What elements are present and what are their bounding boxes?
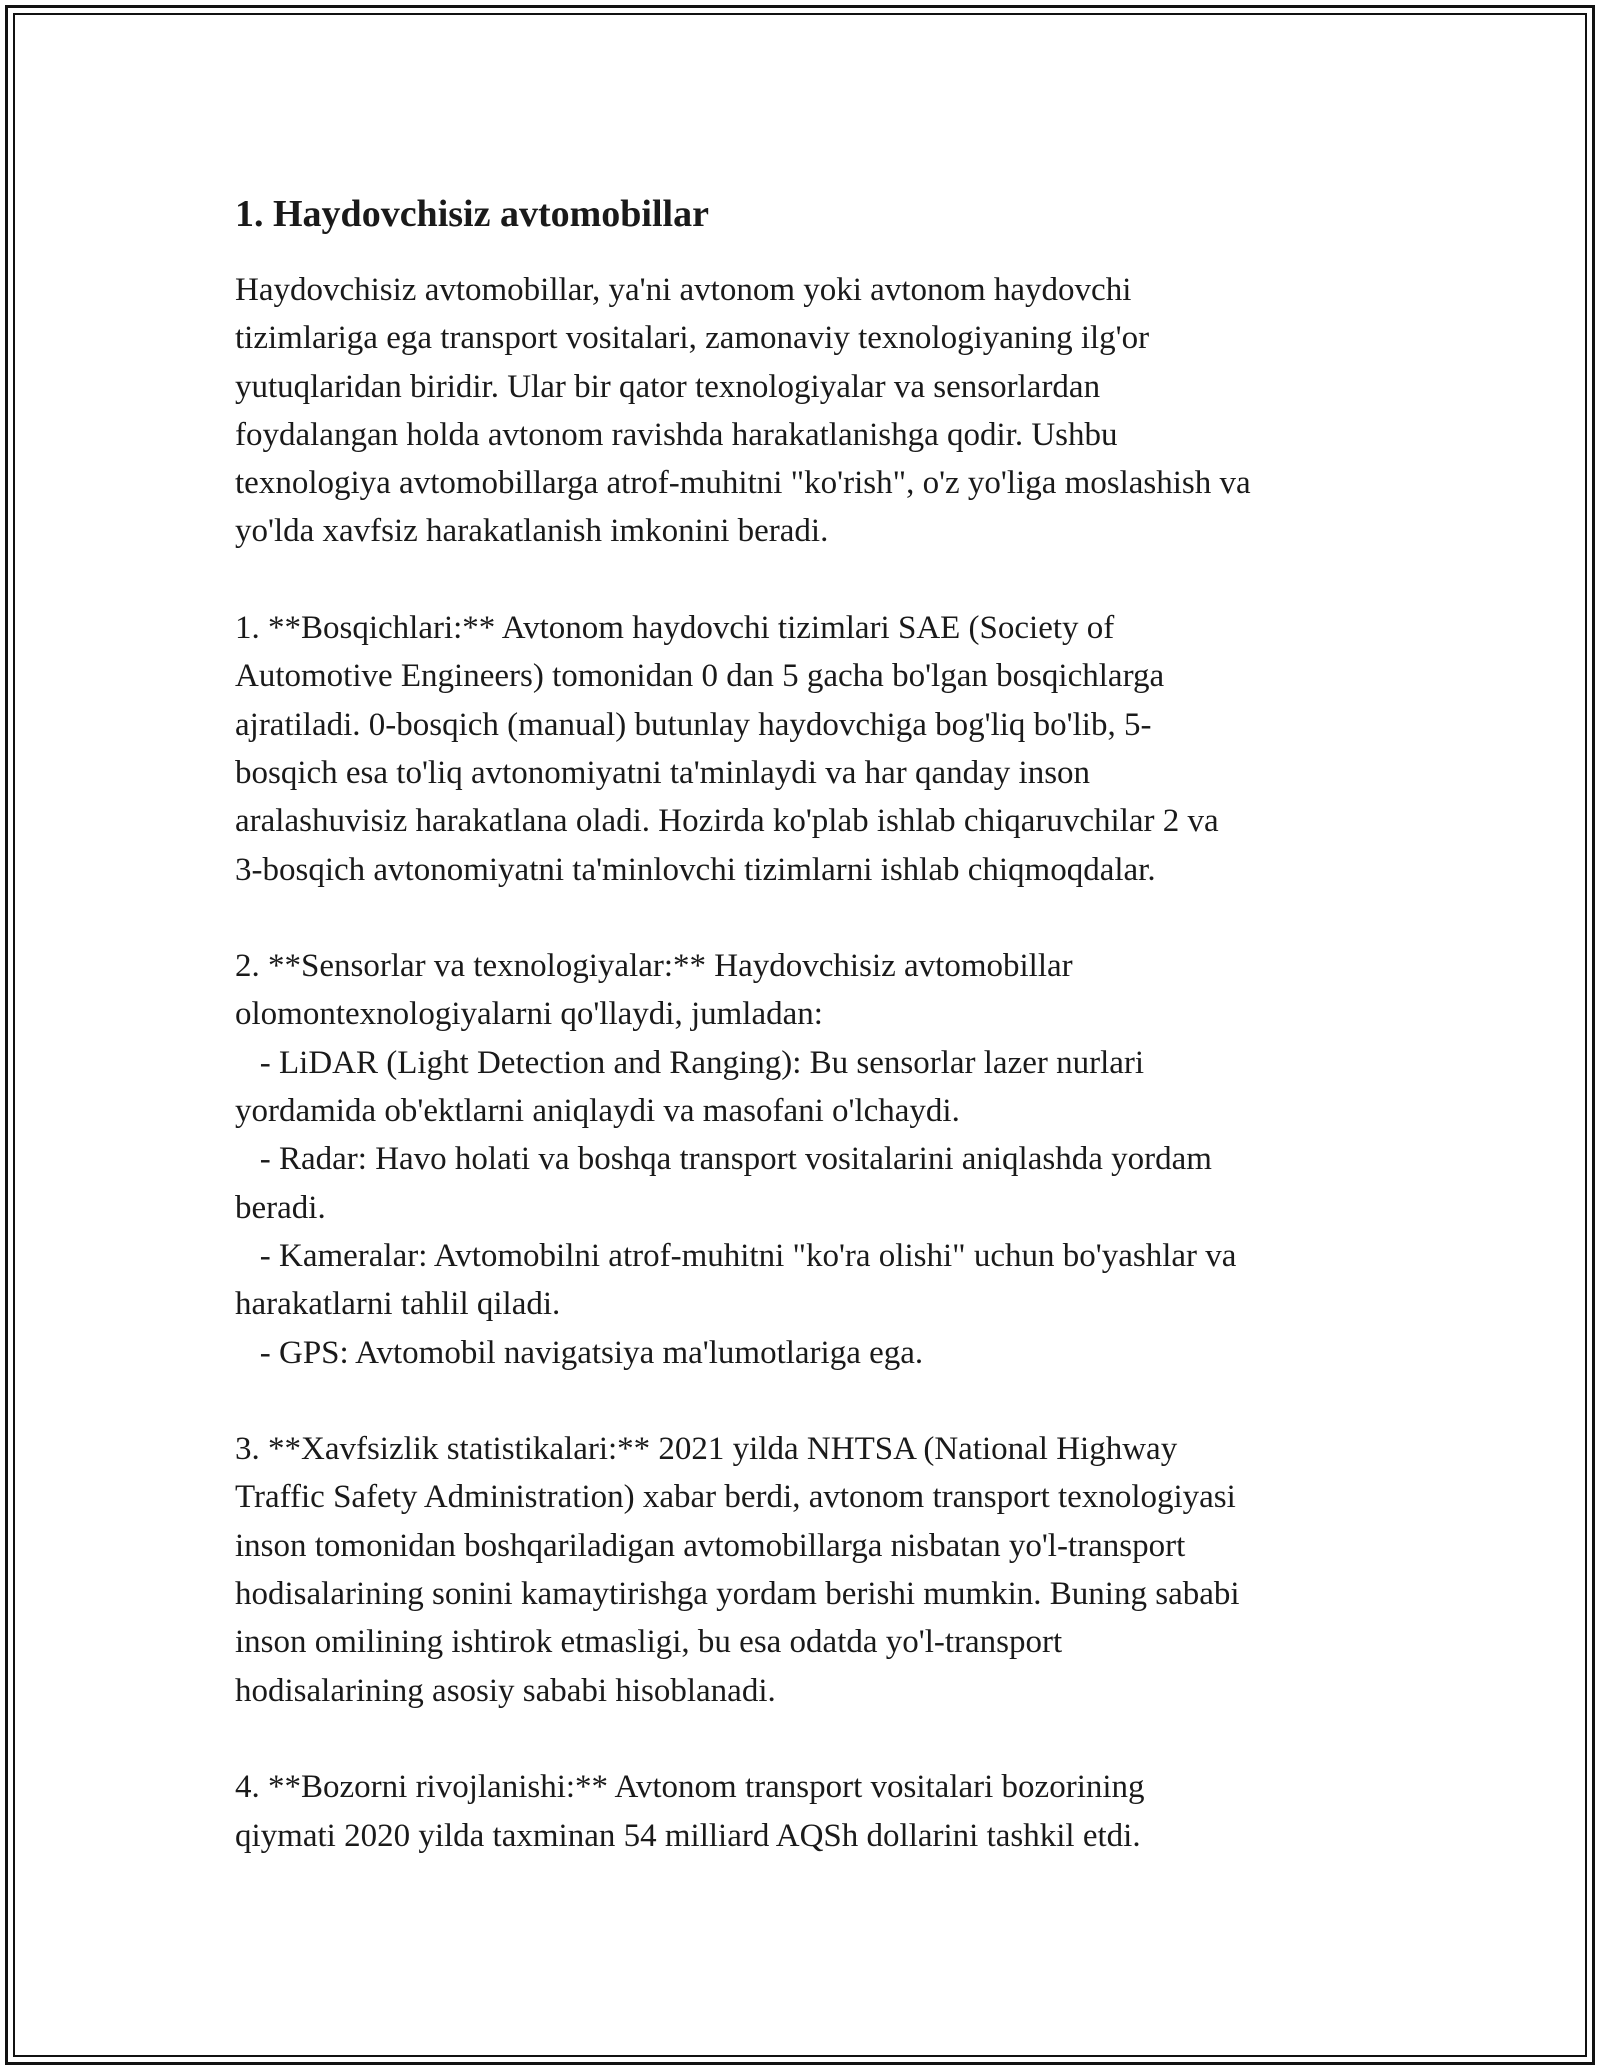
sensors-paragraph: 2. **Sensorlar va texnologiyalar:** Haydovchisiz avtomobillar olomontexnologiyalarni qo'llaydi, jumladan: - LiDAR (Light Detection and Ranging): Bu sensorlar lazer nurlari yordamida ob'ektlarni aniqlaydi va masofani o'lchaydi. - Radar: Havo holati va boshqa transport vositalarini aniqlashda yordam beradi. - Kameralar: Avtomobilni atrof-muhitni "ko'ra olishi" uchun bo'yashlar va harakatlarni tahlil qiladi. - GPS: Avtomobil navigatsiya ma'lumotlariga ega. <box>235 948 1237 1371</box>
levels-paragraph: 1. **Bosqichlari:** Avtonom haydovchi tizimlari SAE (Society of Automotive Engineers) tomonidan 0 dan 5 gacha bo'lgan bosqichlarga ajratiladi. 0-bosqich (manual) butunlay haydovchiga bog'liq bo'lib, 5- bosqich esa to'liq avtonomiyatni ta'minlaydi va har qanday inson aralashuvisiz harakatlana oladi. Hozirda ko'plab ishlab chiqaruvchilar 2 va 3-bosqich avtonomiyatni ta'minlovchi tizimlarni ishlab chiqmoqdalar. <box>235 610 1219 888</box>
market-paragraph: 4. **Bozorni rivojlanishi:** Avtonom transport vositalari bozorining qiymati 2020 yilda taxminan 54 milliard AQSh dollarini tashkil etdi. <box>235 1769 1145 1854</box>
document-title: 1. Haydovchisiz avtomobillar <box>235 193 709 235</box>
document-body <box>235 190 1375 1860</box>
intro-paragraph: Haydovchisiz avtomobillar, ya'ni avtonom yoki avtonom haydovchi tizimlariga ega transport vositalari, zamonaviy texnologiyaning ilg'or yutuqlaridan biridir. Ular bir qator texnologiyalar va sensorlardan foydalangan holda avtonom ravishda harakatlanishga qodir. Ushbu texnologiya avtomobillarga atrof-muhitni "ko'rish", o'z yo'liga moslashish va yo'lda xavfsiz harakatlanish imkonini beradi. <box>235 272 1251 550</box>
safety-paragraph: 3. **Xavfsizlik statistikalari:** 2021 yilda NHTSA (National Highway Traffic Safety Administration) xabar berdi, avtonom transport texnologiyasi inson tomonidan boshqariladigan avtomobillarga nisbatan yo'l-transport hodisalarining sonini kamaytirishga yordam berishi mumkin. Buning sababi inson omilining ishtirok etmasligi, bu esa odatda yo'l-transport hodisalarining asosiy sababi hisoblanadi. <box>235 1431 1240 1709</box>
